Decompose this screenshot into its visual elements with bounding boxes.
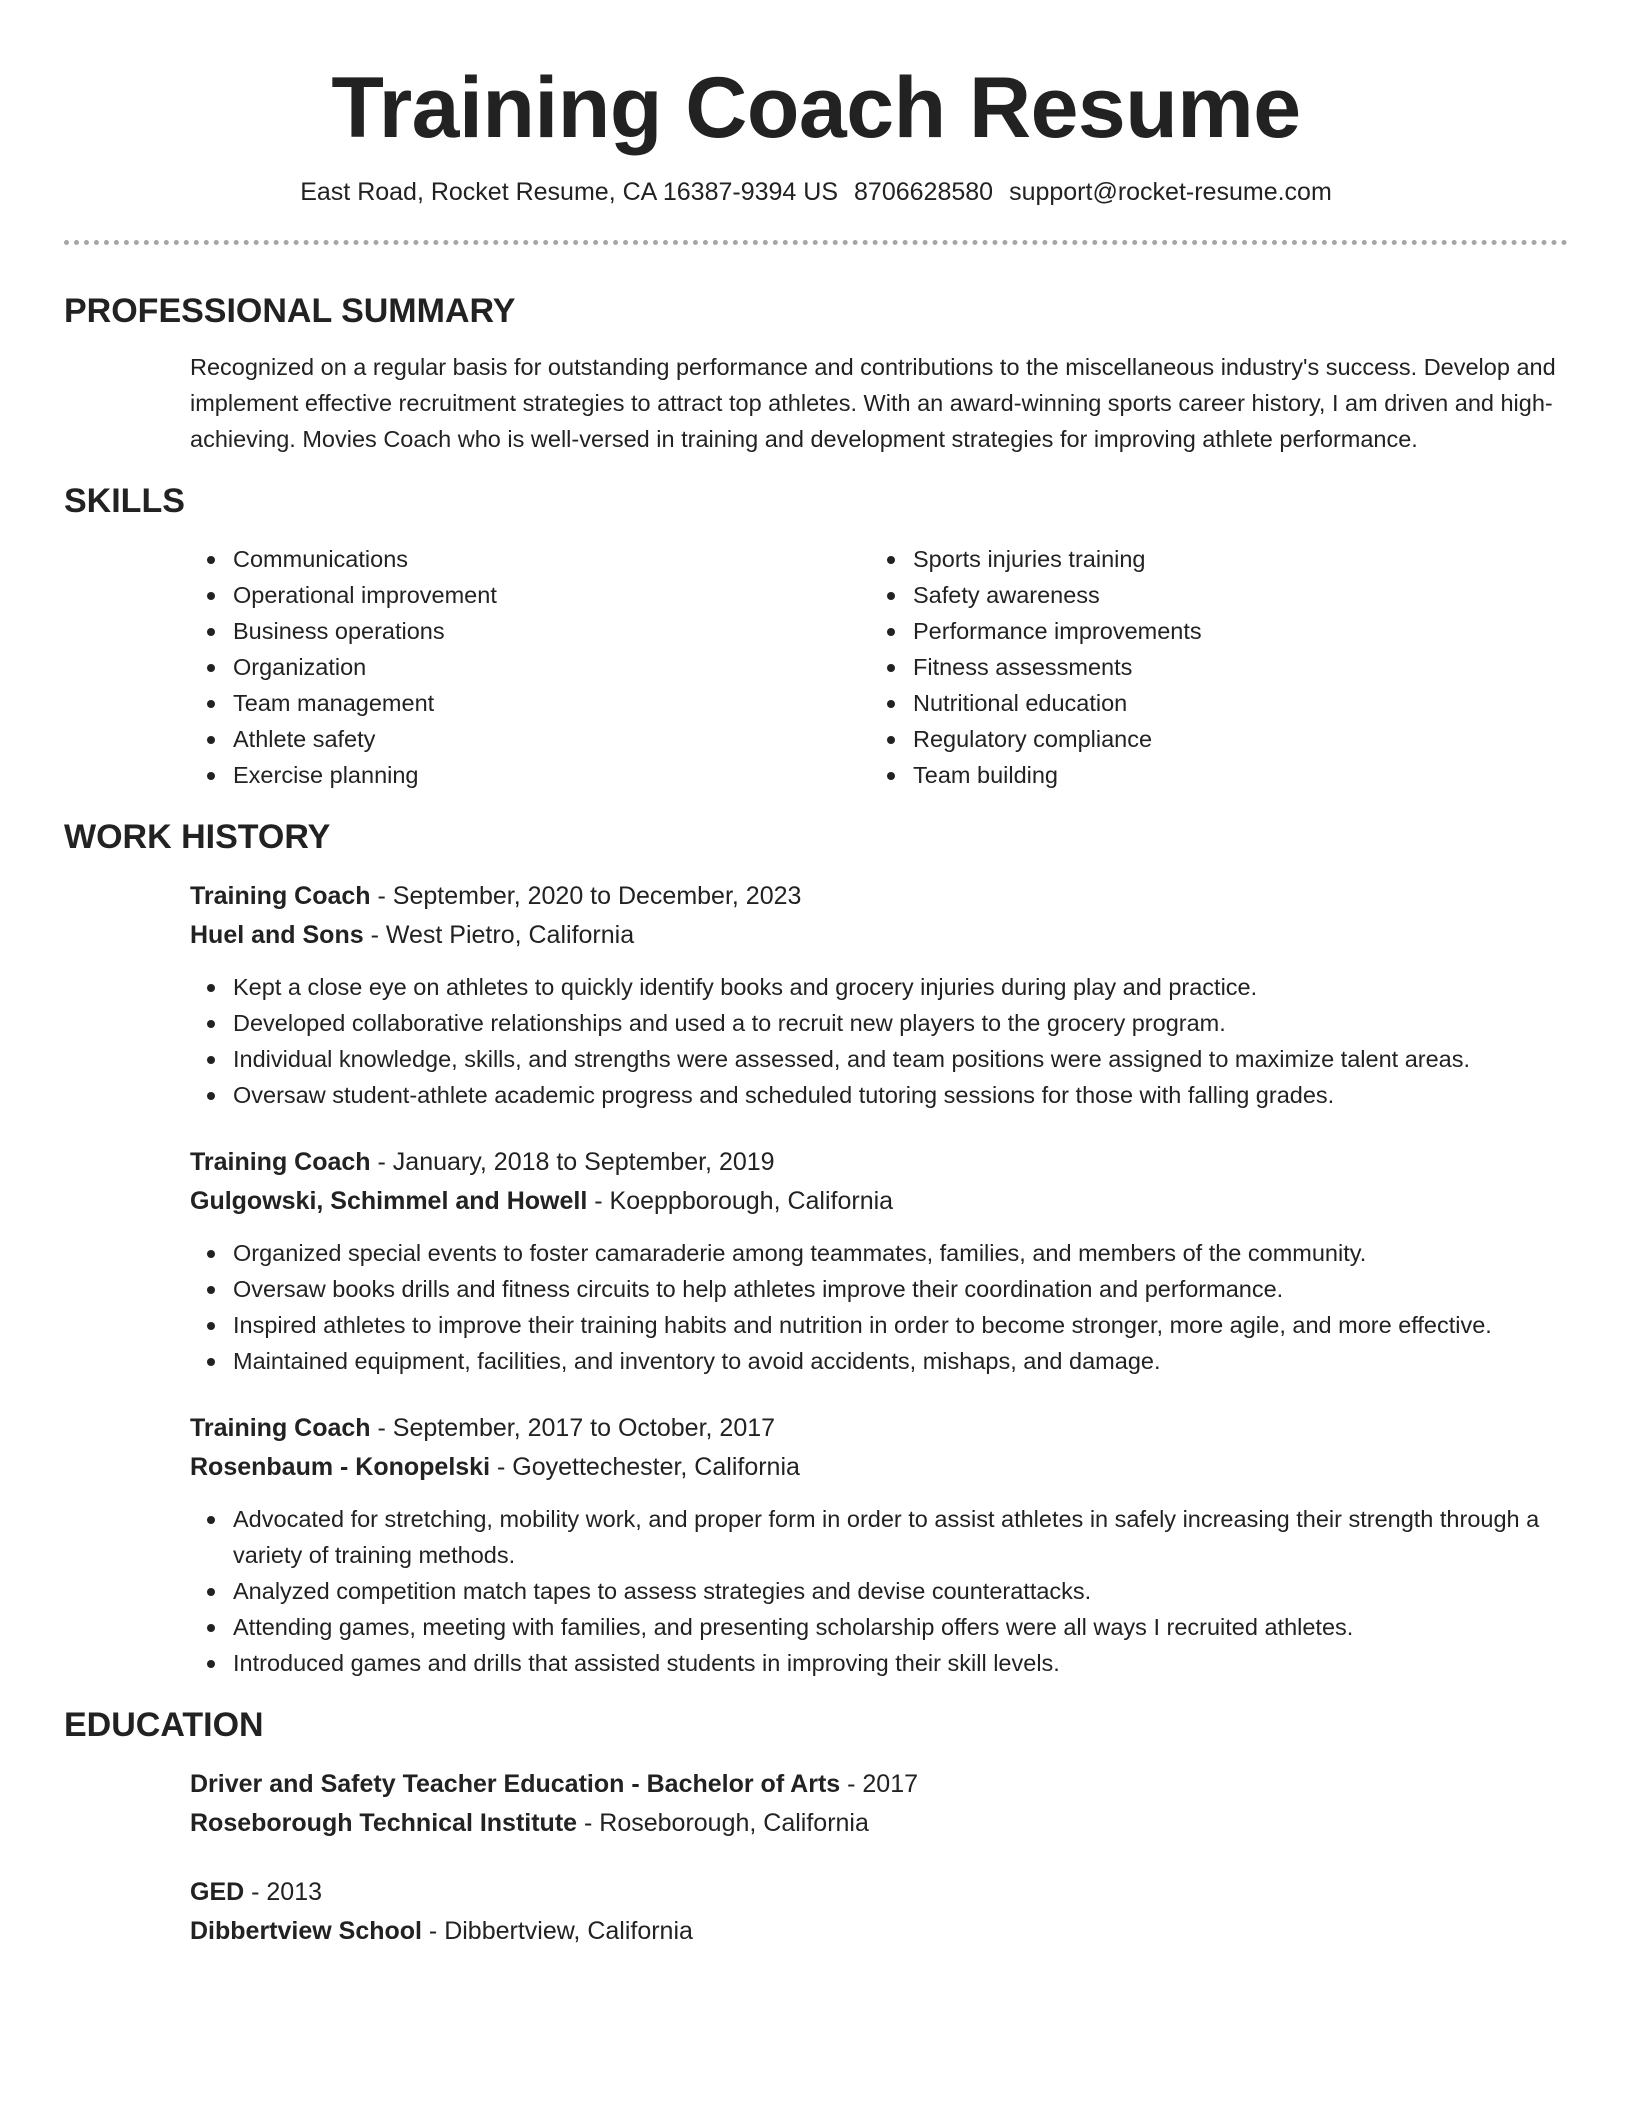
education-degree: GED <box>190 1878 245 1906</box>
job-company: Huel and Sons <box>190 921 364 949</box>
job-company: Gulgowski, Schimmel and Howell <box>190 1187 588 1215</box>
resume-page <box>64 0 1568 1951</box>
skill-item: Safety awareness <box>870 577 1550 613</box>
job-duty: Kept a close eye on athletes to quickly identify books and grocery injuries during play and practice. <box>190 969 1590 1005</box>
education-location: - Dibbertview, California <box>421 1917 693 1945</box>
contact-address: East Road, Rocket Resume, CA 16387-9394 US <box>300 178 839 206</box>
job-duty: Advocated for stretching, mobility work, and proper form in order to assist athletes in safely increasing their strength through a variety of training methods. <box>190 1501 1590 1573</box>
job-entry <box>190 877 1568 1113</box>
skills-right-column <box>870 541 1550 793</box>
education-entry <box>190 1873 1568 1951</box>
job-duty: Introduced games and drills that assisted students in improving their skill levels. <box>190 1645 1590 1681</box>
job-entry <box>190 1409 1568 1681</box>
job-duty: Maintained equipment, facilities, and inventory to avoid accidents, mishaps, and damage. <box>190 1343 1590 1379</box>
education-degree-line <box>190 1765 1568 1804</box>
skill-item: Operational improvement <box>190 577 870 613</box>
skill-item: Business operations <box>190 613 870 649</box>
job-title: Training Coach <box>190 882 371 910</box>
skill-item: Communications <box>190 541 870 577</box>
job-duty: Developed collaborative relationships and used a to recruit new players to the grocery program. <box>190 1005 1590 1041</box>
education-year: - 2017 <box>840 1770 919 1798</box>
summary-heading: PROFESSIONAL SUMMARY <box>64 292 516 330</box>
job-company: Rosenbaum - Konopelski <box>190 1453 491 1481</box>
skill-item: Nutritional education <box>870 685 1550 721</box>
job-dates: - September, 2020 to December, 2023 <box>370 882 802 910</box>
job-duty: Organized special events to foster camaraderie among teammates, families, and members of the community. <box>190 1235 1590 1271</box>
job-location: - Koeppborough, California <box>587 1187 894 1215</box>
skill-item: Performance improvements <box>870 613 1550 649</box>
contact-phone: 8706628580 <box>854 178 994 206</box>
education-school-line <box>190 1804 1568 1843</box>
skill-item: Regulatory compliance <box>870 721 1550 757</box>
skill-item: Team management <box>190 685 870 721</box>
job-duty: Oversaw student-athlete academic progress and scheduled tutoring sessions for those with falling grades. <box>190 1077 1590 1113</box>
job-duty: Individual knowledge, skills, and strengths were assessed, and team positions were assigned to maximize talent areas. <box>190 1041 1590 1077</box>
job-duties <box>190 1501 1590 1681</box>
work-history-heading: WORK HISTORY <box>64 818 331 856</box>
skills-grid <box>190 541 1568 793</box>
education-location: - Roseborough, California <box>577 1809 869 1837</box>
job-dates: - January, 2018 to September, 2019 <box>370 1148 775 1176</box>
contact-info <box>64 174 1568 210</box>
education-school-line <box>190 1912 1568 1951</box>
education-degree-line <box>190 1873 1568 1912</box>
education-entry <box>190 1765 1568 1843</box>
education-degree: Driver and Safety Teacher Education - Bachelor of Arts <box>190 1770 841 1798</box>
job-duty: Inspired athletes to improve their training habits and nutrition in order to become stronger, more agile, and more effective. <box>190 1307 1590 1343</box>
education-year: - 2013 <box>244 1878 323 1906</box>
job-title: Training Coach <box>190 1414 371 1442</box>
skill-item: Organization <box>190 649 870 685</box>
job-duty: Oversaw books drills and fitness circuits to help athletes improve their coordination and performance. <box>190 1271 1590 1307</box>
job-location: - Goyettechester, California <box>490 1453 800 1481</box>
job-title-line <box>190 1143 1568 1182</box>
job-duties <box>190 969 1590 1113</box>
contact-email: support@rocket-resume.com <box>1009 178 1332 206</box>
job-duty: Attending games, meeting with families, and presenting scholarship offers were all ways I recruited athletes. <box>190 1609 1590 1645</box>
job-title-line <box>190 877 1568 916</box>
job-duties <box>190 1235 1590 1379</box>
skill-item: Athlete safety <box>190 721 870 757</box>
job-title-line <box>190 1409 1568 1448</box>
education-school: Roseborough Technical Institute <box>190 1809 578 1837</box>
education-heading: EDUCATION <box>64 1706 264 1744</box>
skills-heading: SKILLS <box>64 482 185 520</box>
skill-item: Team building <box>870 757 1550 793</box>
job-entry <box>190 1143 1568 1379</box>
resume-title: Training Coach Resume <box>331 60 1301 156</box>
job-location: - West Pietro, California <box>363 921 635 949</box>
skills-left-column <box>190 541 870 793</box>
header-divider <box>64 240 1568 245</box>
job-duty: Analyzed competition match tapes to assess strategies and devise counterattacks. <box>190 1573 1590 1609</box>
summary-text: Recognized on a regular basis for outstanding performance and contributions to the miscellaneous industry's success. Develop and implement effective recruitment strategies to attract top athletes. With an award-winning sports career history, I am driven and high-achieving. Movies Coach who is well-versed in training and development strategies for improving athlete performance. <box>190 354 1556 452</box>
job-company-line <box>190 1448 1568 1487</box>
job-dates: - September, 2017 to October, 2017 <box>370 1414 776 1442</box>
job-company-line <box>190 916 1568 955</box>
skill-item: Sports injuries training <box>870 541 1550 577</box>
education-school: Dibbertview School <box>190 1917 422 1945</box>
job-company-line <box>190 1182 1568 1221</box>
skill-item: Exercise planning <box>190 757 870 793</box>
job-title: Training Coach <box>190 1148 371 1176</box>
skill-item: Fitness assessments <box>870 649 1550 685</box>
